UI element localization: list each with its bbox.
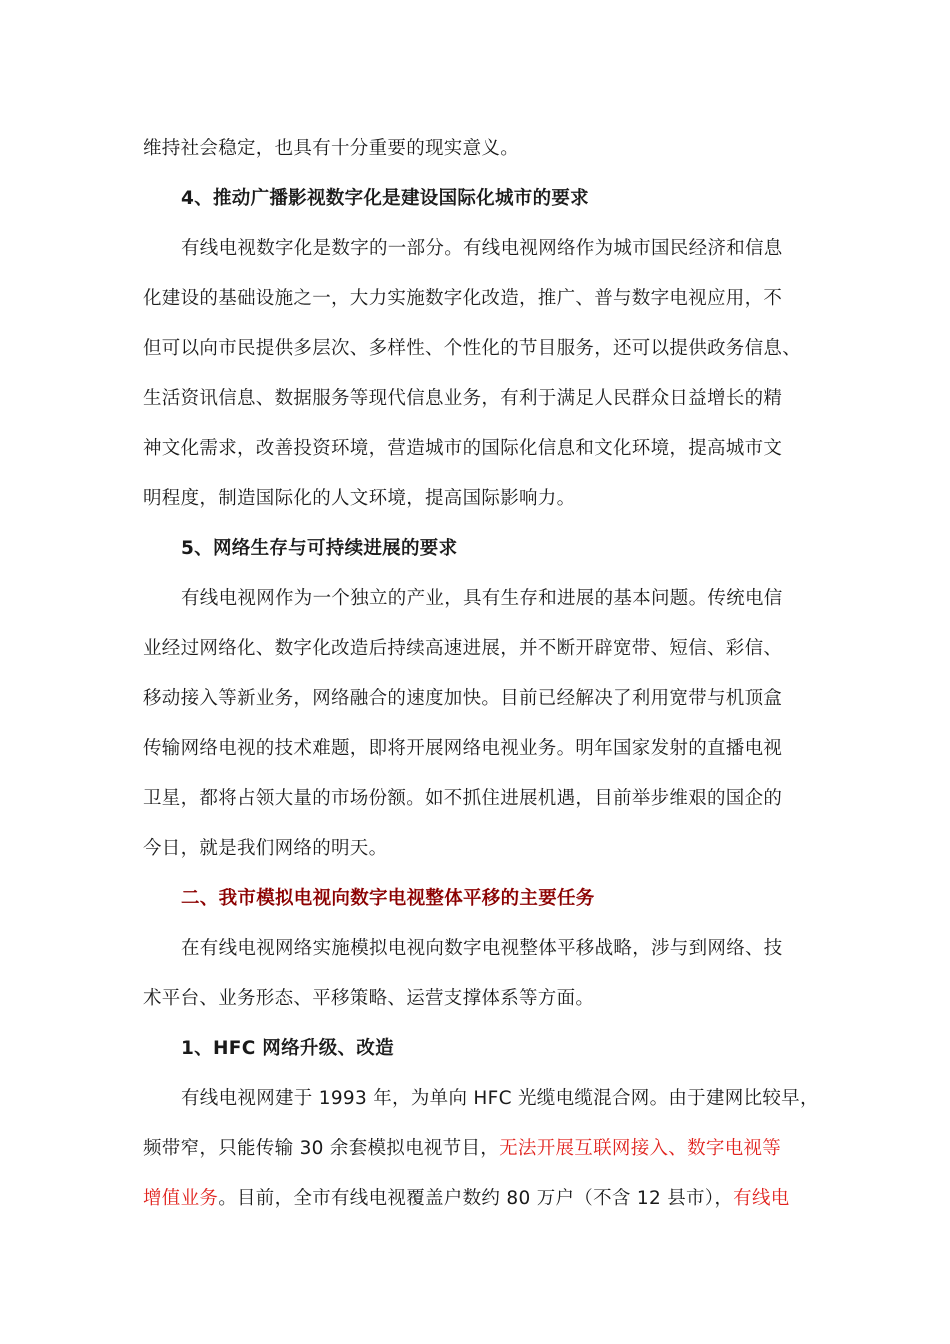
highlighted-text-run: 有线电 [733, 1188, 790, 1209]
paragraph-line: 有线电视数字化是数字的一部分。有线电视网络作为城市国民经济和信息 [181, 238, 783, 259]
paragraph-line: 但可以向市民提供多层次、多样性、个性化的节目服务，还可以提供政务信息、 [143, 338, 802, 359]
paragraph-line: 生活资讯信息、数据服务等现代信息业务，有利于满足人民群众日益增长的精 [143, 388, 783, 409]
text-run: 频带窄，只能传输 30 余套模拟电视节目， [143, 1138, 500, 1159]
paragraph-line: 卫星，都将占领大量的市场份额。如不抓住进展机遇，目前举步维艰的国企的 [143, 788, 783, 809]
paragraph-line: 有线电视网建于 1993 年，为单向 HFC 光缆电缆混合网。由于建网比较早， [181, 1088, 819, 1109]
section-heading-4: 4、推动广播影视数字化是建设国际化城市的要求 [181, 188, 589, 209]
paragraph-line: 传输网络电视的技术难题，即将开展网络电视业务。明年国家发射的直播电视 [143, 738, 783, 759]
paragraph-line: 明程度，制造国际化的人文环境，提高国际影响力。 [143, 488, 576, 509]
paragraph-line: 业经过网络化、数字化改造后持续高速进展，并不断开辟宽带、短信、彩信、 [143, 638, 783, 659]
section-heading-1: 1、HFC 网络升级、改造 [181, 1038, 394, 1059]
paragraph-line [143, 1186, 813, 1212]
paragraph-line: 维持社会稳定，也具有十分重要的现实意义。 [143, 138, 520, 159]
paragraph-line: 有线电视网作为一个独立的产业，具有生存和进展的基本问题。传统电信 [181, 588, 783, 609]
section-heading-5: 5、网络生存与可持续进展的要求 [181, 538, 458, 559]
text-run: 。目前，全市有线电视覆盖户数约 80 万户（不含 12 县市）， [218, 1188, 734, 1209]
paragraph-line: 化建设的基础设施之一，大力实施数字化改造，推广、普与数字电视应用，不 [143, 288, 783, 309]
paragraph-line: 术平台、业务形态、平移策略、运营支撑体系等方面。 [143, 988, 595, 1009]
highlighted-text-run: 增值业务 [143, 1188, 219, 1209]
paragraph-line: 神文化需求，改善投资环境，营造城市的国际化信息和文化环境，提高城市文 [143, 438, 783, 459]
paragraph-line: 今日，就是我们网络的明天。 [143, 838, 388, 859]
highlighted-text-run: 无法开展互联网接入、数字电视等 [499, 1138, 782, 1159]
paragraph-line: 在有线电视网络实施模拟电视向数字电视整体平移战略，涉与到网络、技 [181, 938, 783, 959]
chapter-heading-2: 二、我市模拟电视向数字电视整体平移的主要任务 [181, 888, 595, 909]
paragraph-line [143, 1136, 813, 1162]
paragraph-line: 移动接入等新业务，网络融合的速度加快。目前已经解决了利用宽带与机顶盒 [143, 688, 783, 709]
